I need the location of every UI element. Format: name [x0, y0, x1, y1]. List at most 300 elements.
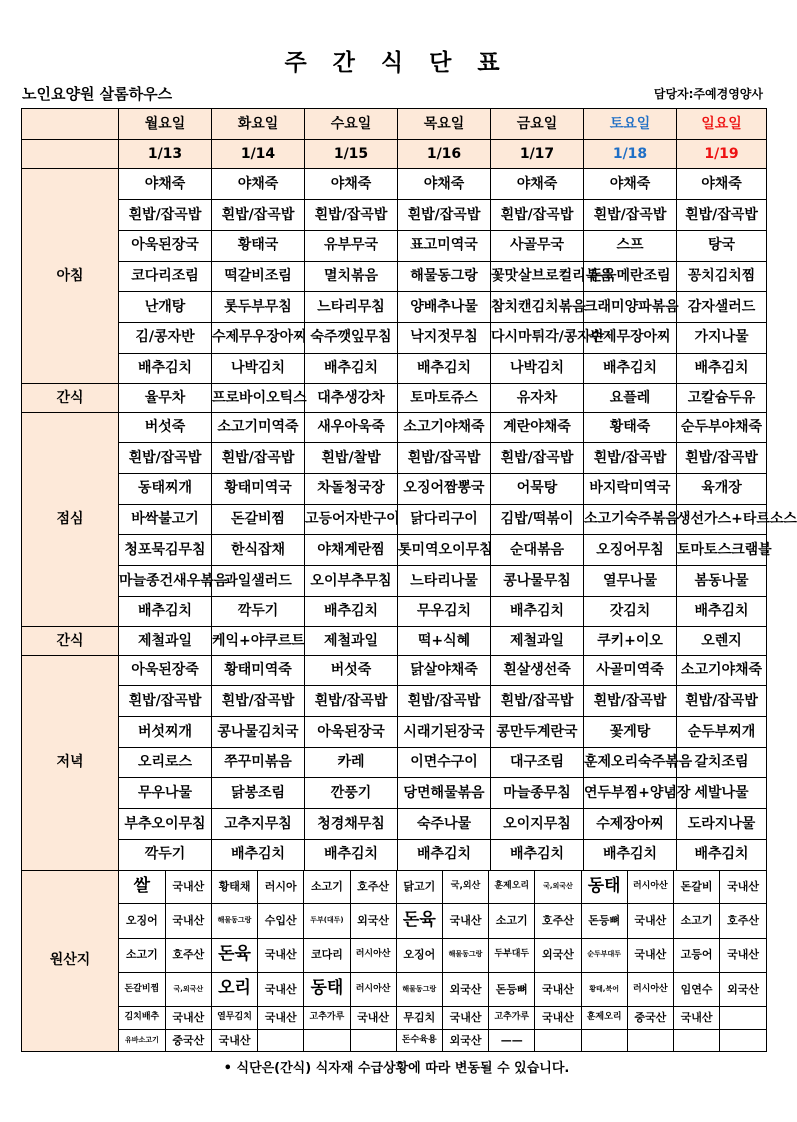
origin-food: 고등어	[673, 938, 719, 972]
menu-item: 사골무국	[491, 230, 584, 261]
origin-country: 국내산	[720, 871, 766, 904]
menu-item: 새우아욱죽	[305, 412, 398, 443]
menu-item: 대구조림	[491, 747, 584, 778]
snack-item: 떡+식혜	[398, 627, 491, 655]
origin-country: 국내산	[350, 1006, 396, 1029]
menu-item: 흰밥/잡곡밥	[398, 686, 491, 717]
menu-item: 톳미역오이무침	[398, 535, 491, 566]
menu-item: 순두부야채죽	[677, 412, 767, 443]
snack-item: 요플레	[584, 384, 677, 412]
menu-item: 깍두기	[119, 839, 212, 870]
date-header: 1/18	[584, 140, 677, 169]
menu-item: 흰밥/잡곡밥	[584, 686, 677, 717]
table-row	[22, 200, 767, 231]
menu-item: 흰밥/잡곡밥	[212, 686, 305, 717]
menu-item: 양배추나물	[398, 292, 491, 323]
origin-country: 국,외국산	[535, 871, 581, 904]
origin-food: 오리	[211, 972, 257, 1006]
menu-item: 오이부추무침	[305, 566, 398, 597]
day-header: 수요일	[305, 109, 398, 140]
menu-item: 가지나물	[677, 322, 767, 353]
origin-country	[720, 1006, 766, 1029]
menu-item: 닭다리구이	[398, 504, 491, 535]
menu-item: 계란야채죽	[491, 412, 584, 443]
menu-item: 수제무우장아찌	[212, 322, 305, 353]
menu-item: 소고기숙주볶음	[584, 504, 677, 535]
menu-item: 콩만두계란국	[491, 717, 584, 748]
snack-item: 토마토쥬스	[398, 384, 491, 412]
origin-country: 국내산	[627, 938, 673, 972]
menu-item: 당면해물볶음	[398, 778, 491, 809]
menu-item: 배추김치	[677, 353, 767, 384]
origin-country: 러시아산	[627, 871, 673, 904]
menu-item: 깍두기	[212, 596, 305, 627]
origin-country: 해물동그랑	[442, 938, 488, 972]
table-row	[22, 655, 767, 686]
menu-item: 흰밥/잡곡밥	[491, 443, 584, 474]
menu-item: 청포묵김무침	[119, 535, 212, 566]
menu-item: 크래미양파볶음	[584, 292, 677, 323]
menu-item: 떡갈비조림	[212, 261, 305, 292]
menu-item: 야채죽	[398, 169, 491, 200]
menu-item: 흰밥/잡곡밥	[584, 443, 677, 474]
menu-item: 깐풍기	[305, 778, 398, 809]
table-row	[22, 353, 767, 384]
origin-row	[119, 938, 766, 972]
snack-item: 케익+야쿠르트	[212, 627, 305, 655]
origin-country	[720, 1029, 766, 1051]
origin-country: 러시아산	[627, 972, 673, 1006]
menu-item: 오징어무침	[584, 535, 677, 566]
menu-item: 흰밥/잡곡밥	[398, 200, 491, 231]
day-header: 월요일	[119, 109, 212, 140]
menu-item: 표고미역국	[398, 230, 491, 261]
menu-item: 황태미역죽	[212, 655, 305, 686]
origin-food: 코다리	[304, 938, 350, 972]
menu-item: 닭봉조림	[212, 778, 305, 809]
table-row	[22, 322, 767, 353]
menu-item: 숙주깻잎무침	[305, 322, 398, 353]
menu-item: 버섯죽	[305, 655, 398, 686]
origin-food: 고추가루	[304, 1006, 350, 1029]
origin-food: 소고기	[489, 904, 535, 938]
meal-label: 간식	[22, 627, 119, 655]
menu-item: 연두부찜+양념장	[584, 778, 677, 809]
origin-country: 수입산	[258, 904, 304, 938]
menu-item: 배추김치	[212, 839, 305, 870]
origin-food: 오징어	[119, 904, 165, 938]
table-row	[22, 443, 767, 474]
menu-item: 배추김치	[584, 353, 677, 384]
menu-item: 소고기야채죽	[677, 655, 767, 686]
menu-item: 느타리나물	[398, 566, 491, 597]
snack-item: 제철과일	[305, 627, 398, 655]
origin-food: 닭고기	[396, 871, 442, 904]
day-header: 토요일	[584, 109, 677, 140]
menu-item: 생선가스+타르소스	[677, 504, 767, 535]
origin-country: 호주산	[720, 904, 766, 938]
table-row	[22, 717, 767, 748]
table-row	[22, 109, 767, 140]
table-row	[22, 384, 767, 412]
origin-country: 국내산	[627, 904, 673, 938]
menu-item: 고등어자반구이	[305, 504, 398, 535]
menu-item: 감자샐러드	[677, 292, 767, 323]
menu-item: 훈제오리숙주볶음	[584, 747, 677, 778]
menu-item: 흰밥/잡곡밥	[677, 200, 767, 231]
menu-item: 동태찌개	[119, 473, 212, 504]
weekly-menu-table	[21, 108, 797, 1052]
menu-item: 야채죽	[212, 169, 305, 200]
origin-food: 해물동그랑	[396, 972, 442, 1006]
origin-country: 중국산	[627, 1006, 673, 1029]
menu-item: 오징어짬뽕국	[398, 473, 491, 504]
origin-food: 동태	[304, 972, 350, 1006]
origin-table	[119, 871, 766, 1051]
snack-item: 유자차	[491, 384, 584, 412]
origin-food: 돈수육용	[396, 1029, 442, 1051]
origin-food: 유바소고기	[119, 1029, 165, 1051]
origin-food: 동태	[581, 871, 627, 904]
snack-item: 오렌지	[677, 627, 767, 655]
origin-food: 돈갈비	[673, 871, 719, 904]
menu-item: 버섯죽	[119, 412, 212, 443]
menu-item: 아욱된장국	[305, 717, 398, 748]
origin-country	[350, 1029, 396, 1051]
menu-item: 배추김치	[119, 353, 212, 384]
origin-food: 두부(대두)	[304, 904, 350, 938]
table-row	[22, 412, 767, 443]
meal-label: 간식	[22, 384, 119, 412]
menu-item: 낙지젓무침	[398, 322, 491, 353]
menu-item: 느타리무침	[305, 292, 398, 323]
menu-item: 닭살야채죽	[398, 655, 491, 686]
origin-food: 돈등뼈	[489, 972, 535, 1006]
menu-item: 꽃게탕	[584, 717, 677, 748]
origin-country: 호주산	[165, 938, 211, 972]
origin-country: 외국산	[350, 904, 396, 938]
menu-item: 나박김치	[212, 353, 305, 384]
menu-item: 배추김치	[305, 353, 398, 384]
origin-country: 국내산	[165, 1006, 211, 1029]
snack-item: 제철과일	[491, 627, 584, 655]
menu-item: 흰밥/잡곡밥	[119, 200, 212, 231]
menu-item: 흰밥/잡곡밥	[212, 200, 305, 231]
menu-item: 마늘종무침	[491, 778, 584, 809]
menu-item: 카레	[305, 747, 398, 778]
menu-item: 부추오이무침	[119, 809, 212, 840]
menu-item: 흰밥/잡곡밥	[677, 686, 767, 717]
menu-item: 도라지나물	[677, 809, 767, 840]
menu-item: 숙주나물	[398, 809, 491, 840]
origin-food: 열무김치	[211, 1006, 257, 1029]
manager-name: 담당자:주예경영양사	[653, 87, 763, 101]
origin-country: 국내산	[165, 871, 211, 904]
menu-item: 흰밥/잡곡밥	[584, 200, 677, 231]
table-row	[22, 839, 767, 870]
menu-item: 배추김치	[305, 596, 398, 627]
meal-label: 점심	[22, 412, 119, 627]
table-row	[22, 292, 767, 323]
menu-item: 롯두부무침	[212, 292, 305, 323]
origin-country: 호주산	[350, 871, 396, 904]
menu-item: 한식잡채	[212, 535, 305, 566]
origin-food: 임연수	[673, 972, 719, 1006]
menu-item: 봄동나물	[677, 566, 767, 597]
origin-food: 오징어	[396, 938, 442, 972]
menu-item: 콩나물김치국	[212, 717, 305, 748]
snack-item: 쿠키+이오	[584, 627, 677, 655]
menu-item: 야채계란찜	[305, 535, 398, 566]
date-header: 1/13	[119, 140, 212, 169]
origin-food: 훈제오리	[489, 871, 535, 904]
origin-country	[258, 1029, 304, 1051]
origin-food: 훈제오리	[581, 1006, 627, 1029]
table-row	[22, 140, 767, 169]
menu-item: 바싹불고기	[119, 504, 212, 535]
menu-item: 과일샐러드	[212, 566, 305, 597]
table-row	[22, 809, 767, 840]
origin-food: 소고기	[119, 938, 165, 972]
origin-grid	[119, 870, 767, 1051]
menu-item: 흰밥/잡곡밥	[119, 686, 212, 717]
menu-item: 김/콩자반	[119, 322, 212, 353]
origin-food: 무김치	[396, 1006, 442, 1029]
menu-item: 돈갈비찜	[212, 504, 305, 535]
menu-item: 야채죽	[677, 169, 767, 200]
menu-item: 세발나물	[677, 778, 767, 809]
table-row	[22, 596, 767, 627]
menu-item: 고추지무침	[212, 809, 305, 840]
menu-item: 배추김치	[677, 839, 767, 870]
menu-item: 갓김치	[584, 596, 677, 627]
menu-item: 코다리조림	[119, 261, 212, 292]
origin-row	[119, 904, 766, 938]
menu-item: 황태죽	[584, 412, 677, 443]
origin-food: 돈육	[396, 904, 442, 938]
origin-country: 국내산	[720, 938, 766, 972]
origin-row	[119, 1029, 766, 1051]
menu-item: 바지락미역국	[584, 473, 677, 504]
table-row	[22, 566, 767, 597]
menu-item: 배추김치	[398, 839, 491, 870]
menu-item: 아욱된장죽	[119, 655, 212, 686]
menu-item: 순두부찌개	[677, 717, 767, 748]
snack-item: 율무차	[119, 384, 212, 412]
menu-item: 수제무장아찌	[584, 322, 677, 353]
menu-item: 스프	[584, 230, 677, 261]
origin-country: 외국산	[720, 972, 766, 1006]
origin-country: 국내산	[258, 972, 304, 1006]
origin-row	[119, 972, 766, 1006]
table-row	[22, 686, 767, 717]
menu-item: 무우나물	[119, 778, 212, 809]
page-title: 주 간 식 단 표	[284, 50, 509, 76]
footnote: • 식단은(간식) 식자재 수급상황에 따라 변동될 수 있습니다.	[223, 1061, 570, 1076]
menu-item: 육개장	[677, 473, 767, 504]
menu-item: 콩나물무침	[491, 566, 584, 597]
origin-food: 돈육	[211, 938, 257, 972]
table-row	[22, 778, 767, 809]
menu-item: 야채죽	[584, 169, 677, 200]
menu-item: 꽁치김치찜	[677, 261, 767, 292]
menu-item: 배추김치	[305, 839, 398, 870]
origin-country	[627, 1029, 673, 1051]
origin-country: 외국산	[535, 938, 581, 972]
table-row	[22, 535, 767, 566]
origin-country: 외국산	[442, 972, 488, 1006]
menu-item: 마늘종건새우볶음	[119, 566, 212, 597]
menu-item: 쭈꾸미볶음	[212, 747, 305, 778]
origin-food	[581, 1029, 627, 1051]
menu-item: 흰밥/잡곡밥	[491, 200, 584, 231]
origin-food: 돈등뼈	[581, 904, 627, 938]
date-header: 1/17	[491, 140, 584, 169]
menu-item: 버섯찌개	[119, 717, 212, 748]
origin-food: 국내산	[673, 1006, 719, 1029]
origin-food: 고추가루	[489, 1006, 535, 1029]
origin-country: 러시아산	[350, 938, 396, 972]
snack-item: 고칼슘두유	[677, 384, 767, 412]
day-header: 금요일	[491, 109, 584, 140]
menu-item: 흰밥/잡곡밥	[212, 443, 305, 474]
date-header: 1/14	[212, 140, 305, 169]
snack-item: 대추생강차	[305, 384, 398, 412]
menu-item: 참치캔김치볶음	[491, 292, 584, 323]
day-header: 일요일	[677, 109, 767, 140]
menu-item: 나박김치	[491, 353, 584, 384]
menu-item: 차돌청국장	[305, 473, 398, 504]
origin-food: 순두부대두	[581, 938, 627, 972]
table-row	[22, 230, 767, 261]
menu-item: 사골미역죽	[584, 655, 677, 686]
menu-item: 청경채무침	[305, 809, 398, 840]
origin-country: 국내산	[442, 904, 488, 938]
origin-country: 러시아산	[350, 972, 396, 1006]
menu-item: 순대볶음	[491, 535, 584, 566]
menu-item: 수제장아찌	[584, 809, 677, 840]
menu-item: 김밥/떡볶이	[491, 504, 584, 535]
origin-country: 국내산	[258, 938, 304, 972]
facility-name: 노인요양원 살롬하우스	[22, 85, 173, 103]
menu-item: 황태국	[212, 230, 305, 261]
origin-country: 호주산	[535, 904, 581, 938]
table-row	[22, 473, 767, 504]
origin-food: 김치배추	[119, 1006, 165, 1029]
menu-item: 멸치볶음	[305, 261, 398, 292]
origin-food	[304, 1029, 350, 1051]
origin-label: 원산지	[22, 870, 119, 1051]
menu-item: 돈육메란조림	[584, 261, 677, 292]
menu-item: 꽃맛살브로컬리볶음	[491, 261, 584, 292]
meal-label: 저녁	[22, 655, 119, 870]
origin-country	[535, 1029, 581, 1051]
meal-label: 아침	[22, 169, 119, 384]
table-row	[22, 870, 767, 1051]
menu-item: 소고기미역죽	[212, 412, 305, 443]
day-header: 목요일	[398, 109, 491, 140]
origin-food: 황태채	[211, 871, 257, 904]
origin-country: 국내산	[165, 904, 211, 938]
origin-row	[119, 871, 766, 904]
header-corner	[22, 109, 119, 140]
origin-food: 두부대두	[489, 938, 535, 972]
origin-food: 소고기	[304, 871, 350, 904]
origin-country: 국내산	[442, 1006, 488, 1029]
date-header: 1/19	[677, 140, 767, 169]
origin-country: 중국산	[165, 1029, 211, 1051]
table-row	[22, 627, 767, 655]
menu-item: 오리로스	[119, 747, 212, 778]
menu-item: 무우김치	[398, 596, 491, 627]
menu-item: 아욱된장국	[119, 230, 212, 261]
snack-item: 프로바이오틱스	[212, 384, 305, 412]
menu-item: 야채죽	[305, 169, 398, 200]
menu-item: 흰밥/찰밥	[305, 443, 398, 474]
origin-food: 소고기	[673, 904, 719, 938]
date-header: 1/16	[398, 140, 491, 169]
snack-item: 제철과일	[119, 627, 212, 655]
menu-item: 황태미역국	[212, 473, 305, 504]
menu-item: 흰살생선죽	[491, 655, 584, 686]
menu-item: 갈치조림	[677, 747, 767, 778]
menu-item: 흰밥/잡곡밥	[305, 686, 398, 717]
origin-country: 러시아	[258, 871, 304, 904]
menu-item: 오이지무침	[491, 809, 584, 840]
menu-item: 배추김치	[398, 353, 491, 384]
origin-country: 국내산	[535, 1006, 581, 1029]
origin-food	[673, 1029, 719, 1051]
menu-item: 난개탕	[119, 292, 212, 323]
menu-item: 탕국	[677, 230, 767, 261]
menu-item: 배추김치	[677, 596, 767, 627]
menu-item: 흰밥/잡곡밥	[398, 443, 491, 474]
menu-item: 소고기야채죽	[398, 412, 491, 443]
table-row	[22, 747, 767, 778]
header-corner	[22, 140, 119, 169]
menu-item: 어묵탕	[491, 473, 584, 504]
menu-item: 배추김치	[491, 839, 584, 870]
menu-item: 열무나물	[584, 566, 677, 597]
menu-item: 흰밥/잡곡밥	[119, 443, 212, 474]
menu-item: 토마토스크램블	[677, 535, 767, 566]
menu-item: 야채죽	[491, 169, 584, 200]
origin-country: 외국산	[442, 1029, 488, 1051]
table-row	[22, 169, 767, 200]
origin-food: 쌀	[119, 871, 165, 904]
menu-item: 흰밥/잡곡밥	[677, 443, 767, 474]
origin-food: 해물동그랑	[211, 904, 257, 938]
origin-food: 돈갈비찜	[119, 972, 165, 1006]
table-row	[22, 261, 767, 292]
menu-item: 흰밥/잡곡밥	[305, 200, 398, 231]
origin-food: 황태,북어	[581, 972, 627, 1006]
day-header: 화요일	[212, 109, 305, 140]
menu-item: 배추김치	[584, 839, 677, 870]
origin-row	[119, 1006, 766, 1029]
origin-country: 국,외국산	[165, 972, 211, 1006]
menu-item: 야채죽	[119, 169, 212, 200]
menu-item: 해물동그랑	[398, 261, 491, 292]
menu-item: 유부무국	[305, 230, 398, 261]
menu-item: 시래기된장국	[398, 717, 491, 748]
origin-food: ——	[489, 1029, 535, 1051]
origin-country: 국내산	[535, 972, 581, 1006]
table-row	[22, 504, 767, 535]
menu-item: 다시마튀각/콩자반	[491, 322, 584, 353]
menu-item: 배추김치	[119, 596, 212, 627]
origin-country: 국,외산	[442, 871, 488, 904]
